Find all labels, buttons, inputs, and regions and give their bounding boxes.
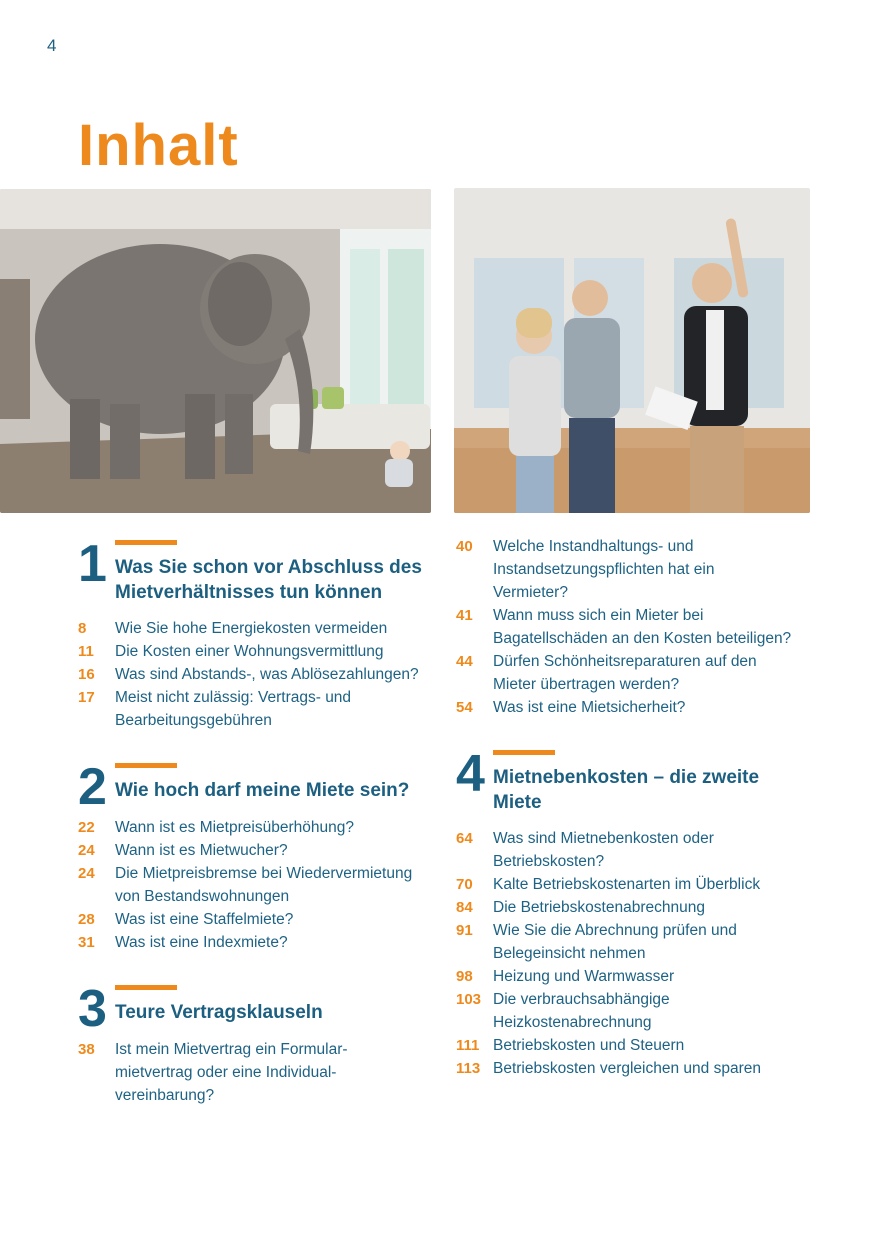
toc-entry-text: Was sind Mietnebenkosten oder Betriebskosten? bbox=[493, 830, 714, 870]
toc-entry-text: Was sind Abstands-, was Ablösezahlungen? bbox=[115, 666, 419, 683]
toc-page-number: 40 bbox=[456, 538, 473, 555]
toc-entry-text: Dürfen Schönheitsreparaturen auf den Mieter übertragen werden? bbox=[493, 653, 757, 693]
chapter-2 bbox=[78, 758, 438, 963]
toc-entry-text: Was ist eine Staffelmiete? bbox=[115, 911, 294, 928]
toc-entry[interactable] bbox=[456, 896, 816, 919]
toc-entry-text: Wie Sie hohe Energiekosten vermeiden bbox=[115, 620, 388, 637]
toc-page-number: 16 bbox=[78, 666, 95, 683]
toc-page-number: 103 bbox=[456, 991, 482, 1008]
toc-page-number: 41 bbox=[456, 607, 473, 624]
toc-entry-text: Die Kosten einer Wohnungsvermittlung bbox=[115, 643, 384, 660]
toc-entry[interactable] bbox=[78, 663, 419, 686]
toc-page-number: 31 bbox=[78, 934, 95, 951]
chapter-number: 1 bbox=[78, 535, 107, 593]
toc-entry-text: Die Mietpreisbremse bei Wiedervermietung von Bestandswohnungen bbox=[115, 865, 413, 905]
chapter-title: Was Sie schon vor Abschluss des Mietverhältnisses tun können bbox=[115, 557, 422, 603]
toc-entry[interactable] bbox=[456, 965, 816, 988]
toc-entry-text: Wie Sie die Abrechnung prüfen und Belegeinsicht nehmen bbox=[493, 922, 737, 962]
chapter-title: Mietnebenkosten – die zweite Miete bbox=[493, 767, 760, 813]
toc-page-number: 70 bbox=[456, 876, 473, 893]
toc-entry[interactable] bbox=[78, 640, 419, 663]
toc-page-number: 44 bbox=[456, 653, 473, 670]
toc-page-number: 11 bbox=[78, 643, 94, 660]
toc-page-number: 98 bbox=[456, 968, 473, 985]
toc-entry-text: Welche Instandhaltungs- und Instandsetzungspflichten hat ein Vermieter? bbox=[493, 538, 715, 601]
toc-page-number: 8 bbox=[78, 620, 87, 637]
chapter-4 bbox=[456, 745, 816, 1090]
toc-page-number: 111 bbox=[456, 1037, 480, 1054]
toc-entry-text: Die verbrauchsabhängige Heizkostenabrechnung bbox=[493, 991, 670, 1031]
realtor-with-couple-in-apartment-photo bbox=[454, 188, 810, 513]
toc-entry[interactable] bbox=[78, 908, 433, 931]
toc-entry-text: Betriebskosten und Steuern bbox=[493, 1037, 685, 1054]
chapter-accent-bar bbox=[115, 540, 177, 545]
chapter-number: 4 bbox=[456, 745, 485, 803]
toc-entry[interactable] bbox=[78, 931, 433, 954]
toc-entry-text: Ist mein Mietvertrag ein Formularmietvertrag oder eine Individualvereinbarung? bbox=[115, 1041, 348, 1104]
toc-entry[interactable] bbox=[456, 650, 776, 696]
chapter-accent-bar bbox=[115, 763, 177, 768]
toc-page-number: 17 bbox=[78, 689, 95, 706]
toc-entry[interactable] bbox=[456, 696, 811, 719]
toc-entry[interactable] bbox=[456, 988, 706, 1034]
toc-entry[interactable] bbox=[78, 862, 433, 908]
toc-page-number: 24 bbox=[78, 842, 95, 859]
toc-entry[interactable] bbox=[456, 1034, 816, 1057]
toc-page-number: 28 bbox=[78, 911, 95, 928]
chapter-accent-bar bbox=[493, 750, 555, 755]
toc-page-number: 64 bbox=[456, 830, 473, 847]
toc-entry-text: Betriebskosten vergleichen und sparen bbox=[493, 1060, 761, 1077]
toc-page-number: 54 bbox=[456, 699, 473, 716]
toc-entry-text: Heizung und Warmwasser bbox=[493, 968, 675, 985]
toc-entry-text: Wann ist es Mietwucher? bbox=[115, 842, 288, 859]
toc-entry-text: Wann muss sich ein Mieter bei Bagatellschäden an den Kosten beteiligen? bbox=[493, 607, 792, 647]
toc-entry[interactable] bbox=[78, 617, 419, 640]
toc-entry-text: Die Betriebskostenabrechnung bbox=[493, 899, 705, 916]
elephant-in-living-room-photo bbox=[0, 189, 431, 513]
toc-page-number: 38 bbox=[78, 1041, 95, 1058]
toc-entry-text: Wann ist es Mietpreisüberhöhung? bbox=[115, 819, 354, 836]
toc-entry[interactable] bbox=[456, 873, 816, 896]
toc-entry[interactable] bbox=[456, 827, 746, 873]
toc-entry[interactable] bbox=[456, 919, 756, 965]
toc-entry[interactable] bbox=[78, 686, 408, 732]
toc-entry[interactable] bbox=[456, 535, 746, 604]
chapter-title: Teure Vertragsklauseln bbox=[115, 1002, 323, 1023]
chapter-number: 3 bbox=[78, 980, 107, 1038]
toc-page-number: 91 bbox=[456, 922, 473, 939]
chapter-1 bbox=[78, 535, 438, 740]
toc-entry-text: Was ist eine Mietsicherheit? bbox=[493, 699, 686, 716]
toc-entry[interactable] bbox=[78, 816, 433, 839]
chapter-number: 2 bbox=[78, 758, 107, 816]
toc-entry[interactable] bbox=[456, 604, 811, 650]
toc-entry[interactable] bbox=[78, 839, 433, 862]
chapter-3 bbox=[78, 980, 438, 1115]
toc-entry-text: Meist nicht zulässig: Vertrags- und Bearbeitungsgebühren bbox=[115, 689, 352, 729]
page-title: Inhalt bbox=[78, 113, 239, 178]
toc-entry-text: Kalte Betriebskostenarten im Überblick bbox=[493, 876, 761, 893]
chapter-accent-bar bbox=[115, 985, 177, 990]
chapter-title: Wie hoch darf meine Miete sein? bbox=[115, 780, 410, 801]
page-number: 4 bbox=[47, 36, 57, 55]
toc-page-number: 24 bbox=[78, 865, 95, 882]
toc-entry-text: Was ist eine Indexmiete? bbox=[115, 934, 288, 951]
toc-page-number: 113 bbox=[456, 1060, 481, 1077]
chapter-3-continued bbox=[456, 535, 816, 725]
toc-page-number: 84 bbox=[456, 899, 473, 916]
toc-entry[interactable] bbox=[456, 1057, 816, 1080]
toc-page-number: 22 bbox=[78, 819, 95, 836]
toc-entry[interactable] bbox=[78, 1038, 368, 1107]
